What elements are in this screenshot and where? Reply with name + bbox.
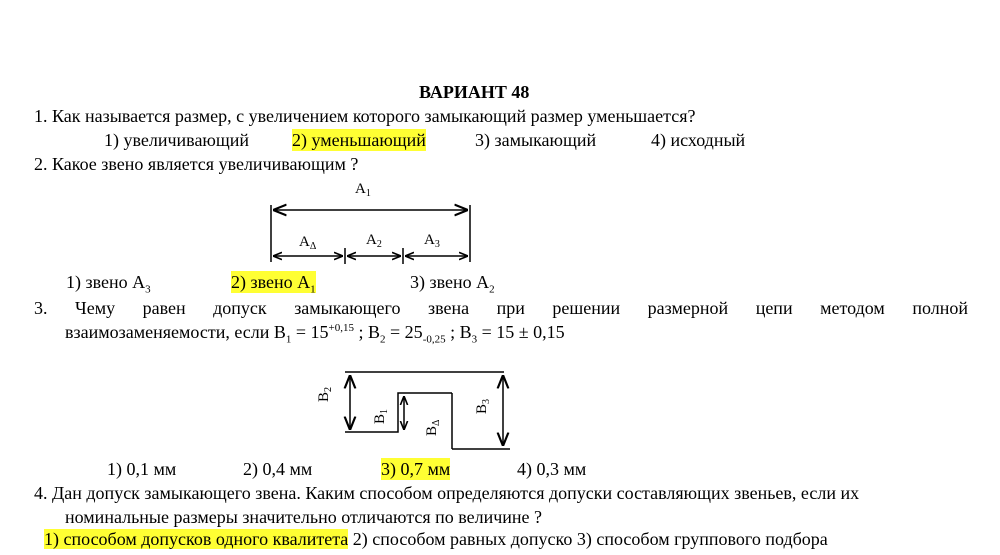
question-2-text: 2. Какое звено является увеличивающим ? bbox=[34, 154, 359, 174]
q4-options bbox=[44, 528, 828, 550]
label-a2: $A_2$ bbox=[366, 232, 382, 250]
q1-option-3: 3) замыкающий bbox=[475, 130, 597, 150]
question-4-line-1: 4. Дан допуск замыкающего звена. Каким способом определяются допуски составляющих звеньев, если их bbox=[34, 483, 860, 503]
q2-option-2-highlighted: 2) звено $А_1$ bbox=[231, 272, 316, 296]
label-b2: $B_2$ bbox=[316, 386, 334, 402]
q1-option-4: 4) исходный bbox=[651, 130, 746, 150]
q3-option-3-highlighted: 3) 0,7 мм bbox=[381, 459, 451, 479]
label-b1: $B_1$ bbox=[372, 408, 390, 424]
label-b-delta: $B_\Delta$ bbox=[424, 419, 442, 436]
question-3-line-1: 3. Чему равен допуск замыкающего звена при решении размерной цепи методом полной bbox=[34, 298, 968, 318]
label-a3: $A_3$ bbox=[424, 232, 440, 250]
q3-option-2: 2) 0,4 мм bbox=[243, 459, 313, 479]
q1-option-2-highlighted: 2) уменьшающий bbox=[292, 130, 426, 150]
question-1-text: 1. Как называется размер, с увеличением которого замыкающий размер уменьшается? bbox=[34, 106, 696, 126]
q4-option-1-highlighted: 1) способом допусков одного квалитета bbox=[44, 529, 349, 549]
q3-option-1: 1) 0,1 мм bbox=[107, 459, 177, 479]
label-a-delta: $A_\Delta$ bbox=[299, 234, 317, 252]
question-4-line-2: номинальные размеры значительно отличаются по величине ? bbox=[65, 507, 543, 527]
q2-option-3: 3) звено $А_2$ bbox=[410, 272, 495, 296]
q3-option-4: 4) 0,3 мм bbox=[517, 459, 587, 479]
label-a1: $A_1$ bbox=[355, 181, 371, 199]
page-title: ВАРИАНТ 48 bbox=[419, 82, 530, 102]
q4-option-2-3: 2) способом равных допуско 3) способом группового подбора bbox=[348, 529, 828, 549]
label-b3: $B_3$ bbox=[474, 398, 492, 414]
q2-option-1: 1) звено $А_3$ bbox=[66, 272, 151, 296]
q1-option-1: 1) увеличивающий bbox=[104, 130, 250, 150]
question-3-line-2: взаимозаменяемости, если $В_1 = 15^{+0,15}$ ; $В_2 = 25_{-0,25}$ ; $В_3 = 15 \pm 0,15$ bbox=[65, 322, 565, 346]
